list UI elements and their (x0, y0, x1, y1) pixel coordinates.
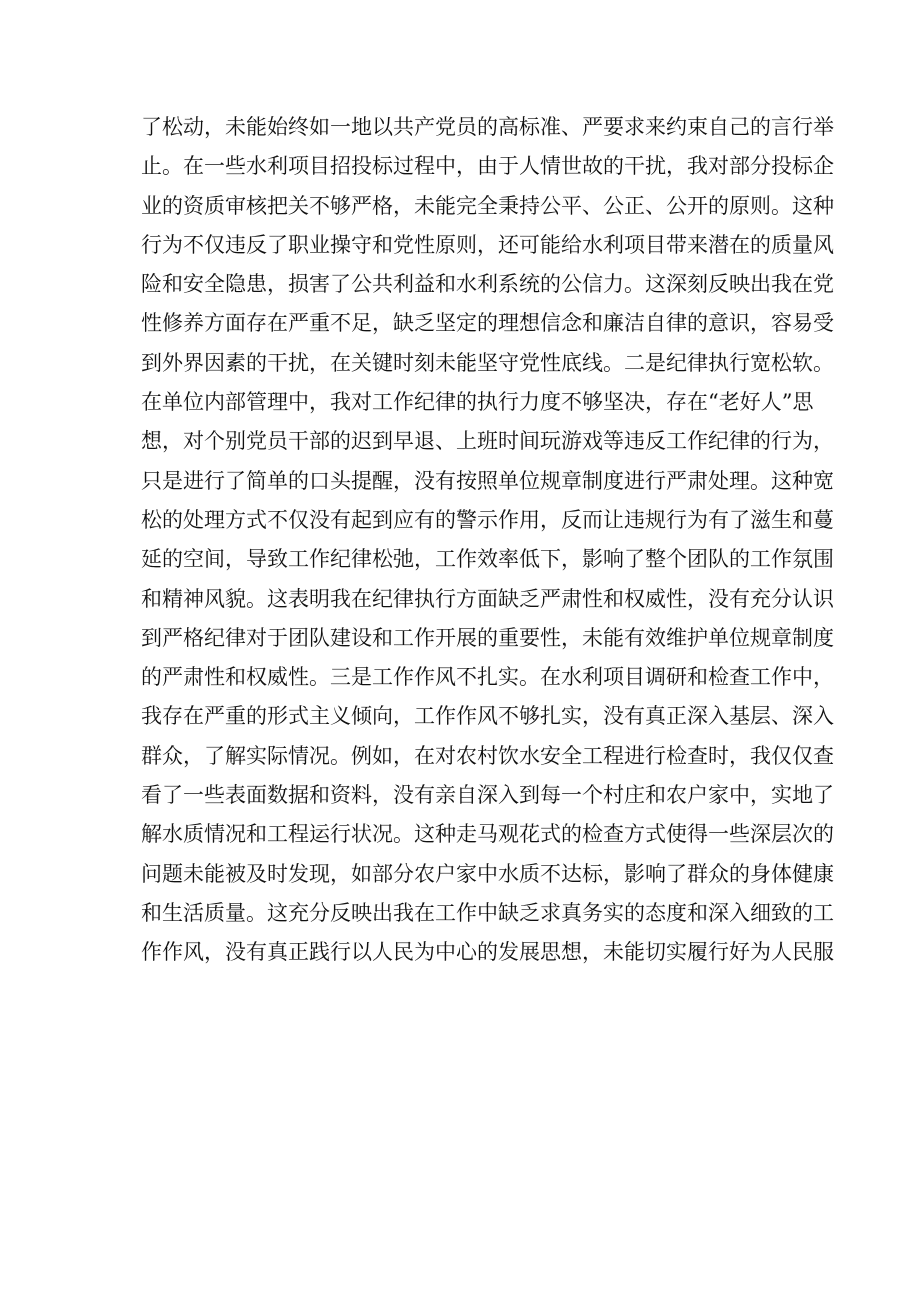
text-line: 延的空间，导致工作纪律松弛，工作效率低下，影响了整个团队的工作氛围 (141, 547, 834, 572)
text-line: 解水质情况和工程运行状况。这种走马观花式的检查方式使得一些深层次的 (141, 822, 834, 847)
text-line: 松的处理方式不仅没有起到应有的警示作用，反而让违规行为有了滋生和蔓 (141, 507, 834, 532)
text-line: 险和安全隐患，损害了公共利益和水利系统的公信力。这深刻反映出我在党 (141, 272, 834, 297)
text-line: 了松动，未能始终如一地以共产党员的高标准、严要求来约束自己的言行举 (141, 115, 834, 139)
text-line: 行为不仅违反了职业操守和党性原则，还可能给水利项目带来潜在的质量风 (141, 232, 834, 257)
text-line: 到严格纪律对于团队建设和工作开展的重要性，未能有效维护单位规章制度 (141, 625, 834, 650)
text-line: 的严肃性和权威性。三是工作作风不扎实。在水利项目调研和检查工作中， (141, 665, 834, 690)
text-line: 和生活质量。这充分反映出我在工作中缺乏求真务实的态度和深入细致的工 (141, 900, 834, 925)
text-line: 看了一些表面数据和资料，没有亲自深入到每一个村庄和农户家中，实地了 (141, 783, 834, 808)
text-line: 群众，了解实际情况。例如，在对农村饮水安全工程进行检查时，我仅仅查 (141, 743, 834, 768)
text-line: 想，对个别党员干部的迟到早退、上班时间玩游戏等违反工作纪律的行为， (141, 429, 834, 454)
text-line: 在单位内部管理中，我对工作纪律的执行力度不够坚决，存在“老好人”思 (141, 390, 814, 415)
text-line: 性修养方面存在严重不足，缺乏坚定的理想信念和廉洁自律的意识，容易受 (141, 311, 834, 336)
text-line: 和精神风貌。这表明我在纪律执行方面缺乏严肃性和权威性，没有充分认识 (141, 586, 834, 611)
text-line: 只是进行了简单的口头提醒，没有按照单位规章制度进行严肃处理。这种宽 (141, 468, 834, 493)
text-line: 问题未能被及时发现，如部分农户家中水质不达标，影响了群众的身体健康 (141, 861, 834, 886)
text-line: 止。在一些水利项目招投标过程中，由于人情世故的干扰，我对部分投标企 (141, 154, 834, 179)
text-line: 到外界因素的干扰，在关键时刻未能坚守党性底线。二是纪律执行宽松软。 (141, 350, 834, 375)
body-paragraph (141, 108, 834, 973)
text-line: 我存在严重的形式主义倾向，工作作风不够扎实，没有真正深入基层、深入 (141, 704, 834, 729)
text-line: 业的资质审核把关不够严格，未能完全秉持公平、公正、公开的原则。这种 (141, 193, 834, 218)
text-line: 作作风，没有真正践行以人民为中心的发展思想，未能切实履行好为人民服 (141, 940, 834, 965)
